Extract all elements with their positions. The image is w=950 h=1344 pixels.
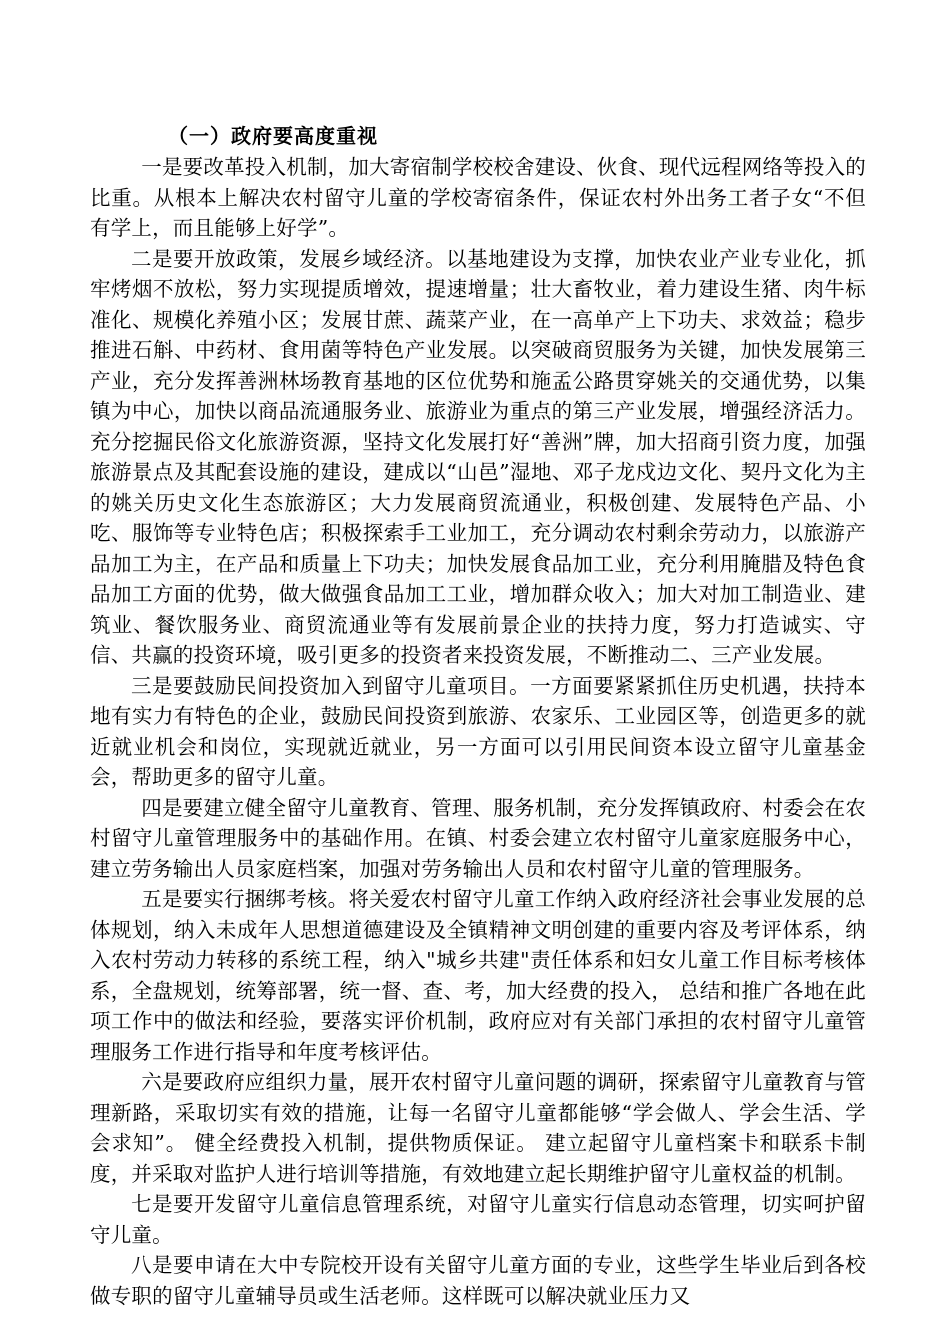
paragraph-8: 八是要申请在大中专院校开设有关留守儿童方面的专业，这些学生毕业后到各校做专职的留守儿童辅导员或生活老师。这样既可以解决就业压力又 bbox=[90, 1253, 866, 1308]
section-heading: （一）政府要高度重视 bbox=[168, 124, 378, 148]
paragraph-3: 三是要鼓励民间投资加入到留守儿童项目。一方面要紧紧抓住历史机遇，扶持本地有实力有特色的企业，鼓励民间投资到旅游、农家乐、工业园区等，创造更多的就近就业机会和岗位，实现就近就业，另一方面可以引用民间资本设立留守儿童基金会，帮助更多的留守儿童。 bbox=[90, 673, 866, 789]
document-body bbox=[90, 120, 866, 1311]
paragraph-5: 五是要实行捆绑考核。将关爱农村留守儿童工作纳入政府经济社会事业发展的总体规划，纳入未成年人思想道德建设及全镇精神文明创建的重要内容及考评体系，纳入农村劳动力转移的系统工程，纳入"城乡共建"责任体系和妇女儿童工作目标考核体系，全盘规划，统筹部署，统一督、查、考，加大经费的投入， 总结和推广各地在此项工作中的做法和经验，要落实评价机制，政府应对有关部门承担的农村留守儿童管理服务工作进行指导和年度考核评估。 bbox=[90, 887, 866, 1064]
paragraph-2: 二是要开放政策，发展乡域经济。以基地建设为支撑，加快农业产业专业化，抓牢烤烟不放松，努力实现提质增效，提速增量；壮大畜牧业，着力建设生猪、肉牛标准化、规模化养殖小区；发展甘蔗、蔬菜产业，在一高单产上下功夫、求效益；稳步推进石斛、中药材、食用菌等特色产业发展。以突破商贸服务为关键，加快发展第三产业，充分发挥善洲林场教育基地的区位优势和施孟公路贯穿姚关的交通优势，以集镇为中心，加快以商品流通服务业、旅游业为重点的第三产业发展，增强经济活力。充分挖掘民俗文化旅游资源，坚持文化发展打好“善洲”牌，加大招商引资力度，加强旅游景点及其配套设施的建设，建成以“山邑”湿地、邓子龙戍边文化、契丹文化为主的姚关历史文化生态旅游区；大力发展商贸流通业，积极创建、发展特色产品、小吃、服饰等专业特色店；积极探索手工业加工，充分调动农村剩余劳动力，以旅游产品加工为主，在产品和质量上下功夫；加快发展食品加工业，充分利用腌腊及特色食品加工方面的优势，做大做强食品加工工业，增加群众收入；加大对加工制造业、建筑业、餐饮服务业、商贸流通业等有发展前景企业的扶持力度，努力打造诚实、守信、共赢的投资环境，吸引更多的投资者来投资发展，不断推动二、三产业发展。 bbox=[90, 246, 866, 667]
paragraph-1: 一是要改革投入机制，加大寄宿制学校校舍建设、伙食、现代远程网络等投入的比重。从根本上解决农村留守儿童的学校寄宿条件，保证农村外出务工者子女“不但有学上，而且能够上好学”。 bbox=[90, 155, 866, 240]
paragraph-6: 六是要政府应组织力量，展开农村留守儿童问题的调研，探索留守儿童教育与管理新路，采取切实有效的措施，让每一名留守儿童都能够“学会做人、学会生活、学会求知”。 健全经费投入机制，提供物质保证。 建立起留守儿童档案卡和联系卡制度，并采取对监护人进行培训等措施，有效地建立起长期维护留守儿童权益的机制。 bbox=[90, 1070, 866, 1186]
paragraph-4: 四是要建立健全留守儿童教育、管理、服务机制，充分发挥镇政府、村委会在农村留守儿童管理服务中的基础作用。在镇、村委会建立农村留守儿童家庭服务中心，建立劳务输出人员家庭档案，加强对劳务输出人员和农村留守儿童的管理服务。 bbox=[90, 795, 866, 881]
paragraph-7: 七是要开发留守儿童信息管理系统，对留守儿童实行信息动态管理，切实呵护留守儿童。 bbox=[90, 1192, 866, 1247]
